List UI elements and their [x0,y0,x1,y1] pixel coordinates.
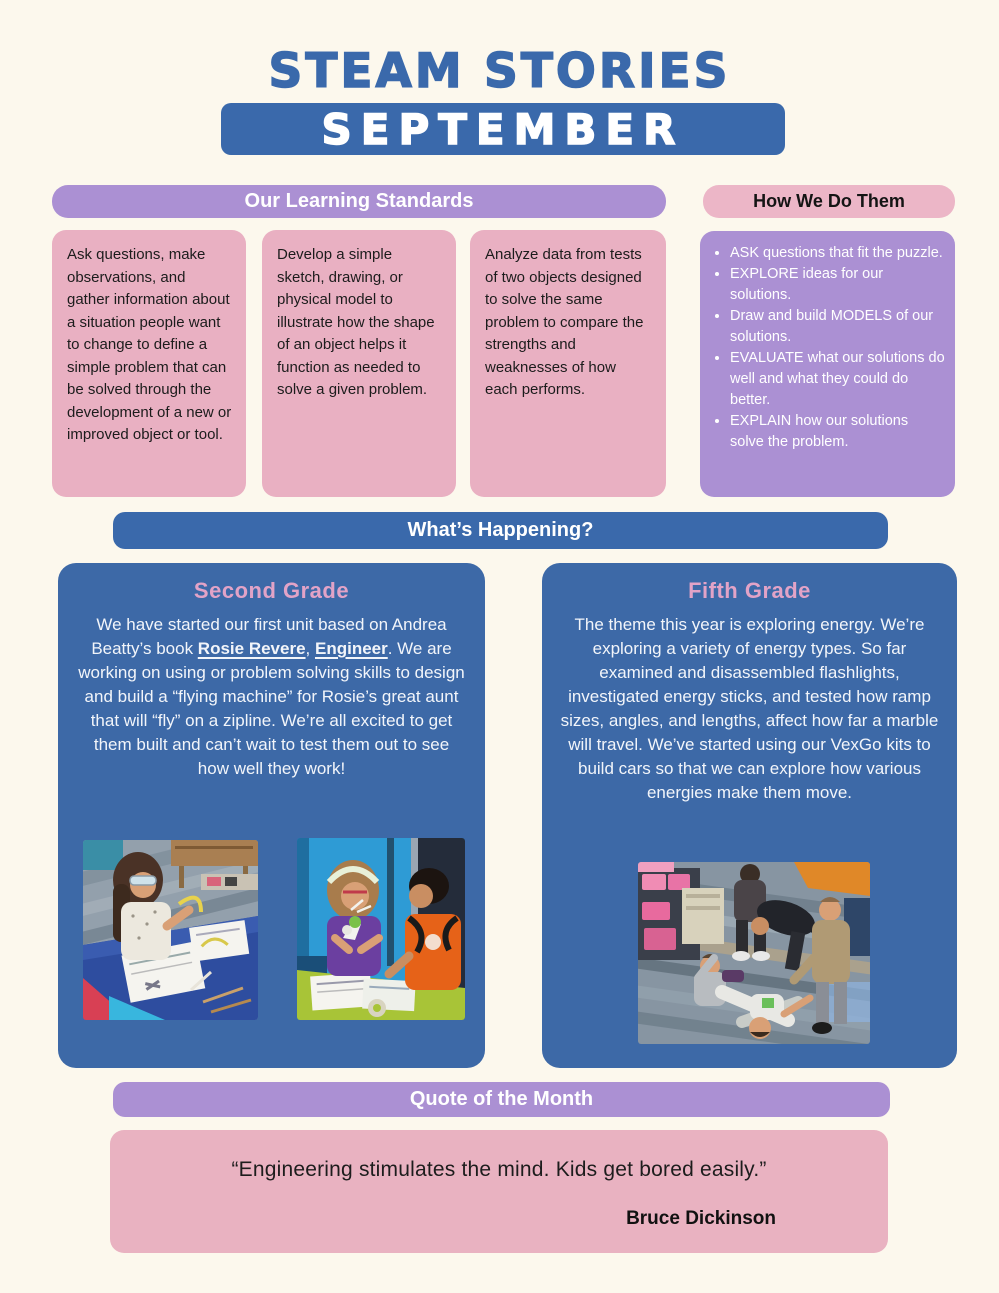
how-we-do-them-card [700,231,955,497]
how-we-do-list-item: • ASK questions that fit the puzzle. [730,243,945,264]
second-grade-card [58,563,485,1068]
second-grade-title: Second Grade [193,578,350,603]
quote-card [110,1130,888,1253]
month-banner [221,103,785,155]
second-grade-photo-building [83,840,258,1020]
paragraph-text: We have started our first unit based on Andrea Beatty’s book [91,615,447,658]
second-grade-paragraph [78,613,465,781]
book-title-text: Engineer [314,639,388,658]
paragraph-text: . We are working on using or problem solving skills to design and build a “flying machine” for Rosie’s great aunt that will “fly” on a zipline. We’re all excited to get them built and can’t wait to test them out to see how well they work! [78,639,465,778]
how-we-do-list-item: • Draw and build MODELS of our solutions. [730,306,945,348]
standard-card-3: Analyze data from tests of two objects designed to solve the same problem to compare the strengths and weaknesses of how each performs. [470,230,666,497]
how-we-do-them-heading: How We Do Them [703,185,955,218]
how-we-do-list-item: • EVALUATE what our solutions do well and what they could do better. [730,348,945,411]
quote-attribution: Bruce Dickinson [626,1208,776,1229]
book-title-text: Rosie Revere [197,639,306,658]
fifth-grade-paragraph: The theme this year is exploring energy. We’re exploring a variety of energy types. So far examined and disassembled flashlights, investigated energy sticks, and tested how ramp sizes, angles, and lengths, affect how far a marble will travel. We’ve started using our VexGo kits to build cars so that we can explore how various energies make them move. [560,615,939,802]
whats-happening-heading: What’s Happening? [113,512,888,549]
month-banner-label: SEPTEMBER [321,104,685,154]
how-we-do-list [708,243,945,453]
paragraph-text: , [305,639,315,658]
standard-card-2: Develop a simple sketch, drawing, or physical model to illustrate how the shape of an object helps it function as needed to solve a given problem. [262,230,456,497]
quote-text: “Engineering stimulates the mind. Kids get bored easily.” [231,1158,767,1181]
newsletter-title: STEAM STORIES [268,44,731,99]
quote-heading: Quote of the Month [113,1082,890,1117]
learning-standards-heading: Our Learning Standards [52,185,666,218]
how-we-do-list-item: • EXPLORE ideas for our solutions. [730,264,945,306]
fifth-grade-photo-activity [638,862,870,1044]
fifth-grade-card [542,563,957,1068]
fifth-grade-title: Fifth Grade [688,578,811,603]
how-we-do-list-item: • EXPLAIN how our solutions solve the problem. [730,411,945,453]
second-grade-photo-crafting [297,838,465,1020]
standard-card-1: Ask questions, make observations, and gather information about a situation people want to change to define a simple problem that can be solved through the development of a new or improved object or tool. [52,230,246,497]
